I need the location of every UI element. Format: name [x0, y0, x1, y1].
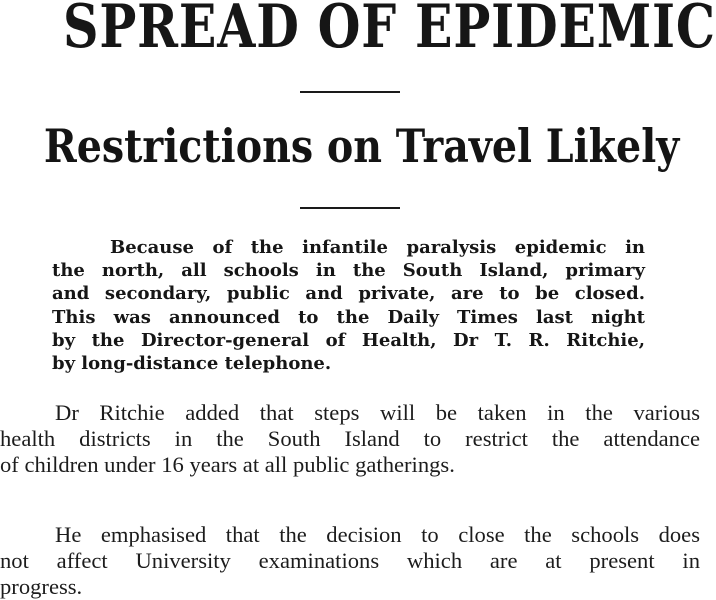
lead-line: the north, all schools in the South Island, primary: [52, 260, 645, 282]
lead-paragraph: [52, 236, 645, 375]
body-line: health districts in the South Island to restrict the attendance: [0, 426, 700, 451]
lead-line: and secondary, public and private, are to be closed.: [52, 283, 645, 305]
lead-line: Because of the infantile paralysis epidemic in: [110, 237, 645, 258]
body-line: not affect University examinations which are at present in: [0, 548, 700, 573]
body-line: Dr Ritchie added that steps will be taken in the various: [55, 400, 700, 425]
lead-line: by long-distance telephone.: [52, 352, 332, 374]
lead-line: by the Director-general of Health, Dr T. R. Ritchie,: [52, 329, 645, 351]
body-line: of children under 16 years at all public gatherings.: [0, 452, 455, 477]
body-paragraph: [0, 522, 700, 600]
body-paragraph: [0, 400, 700, 478]
divider-rule: [300, 207, 400, 209]
lead-line: This was announced to the Daily Times last night: [52, 306, 645, 328]
body-line: He emphasised that the decision to close the schools does: [55, 522, 700, 547]
subheadline: Restrictions on Travel Likely: [43, 119, 680, 173]
headline: SPREAD OF EPIDEMIC: [63, 0, 716, 62]
body-line: progress.: [0, 574, 83, 599]
divider-rule: [300, 91, 400, 93]
